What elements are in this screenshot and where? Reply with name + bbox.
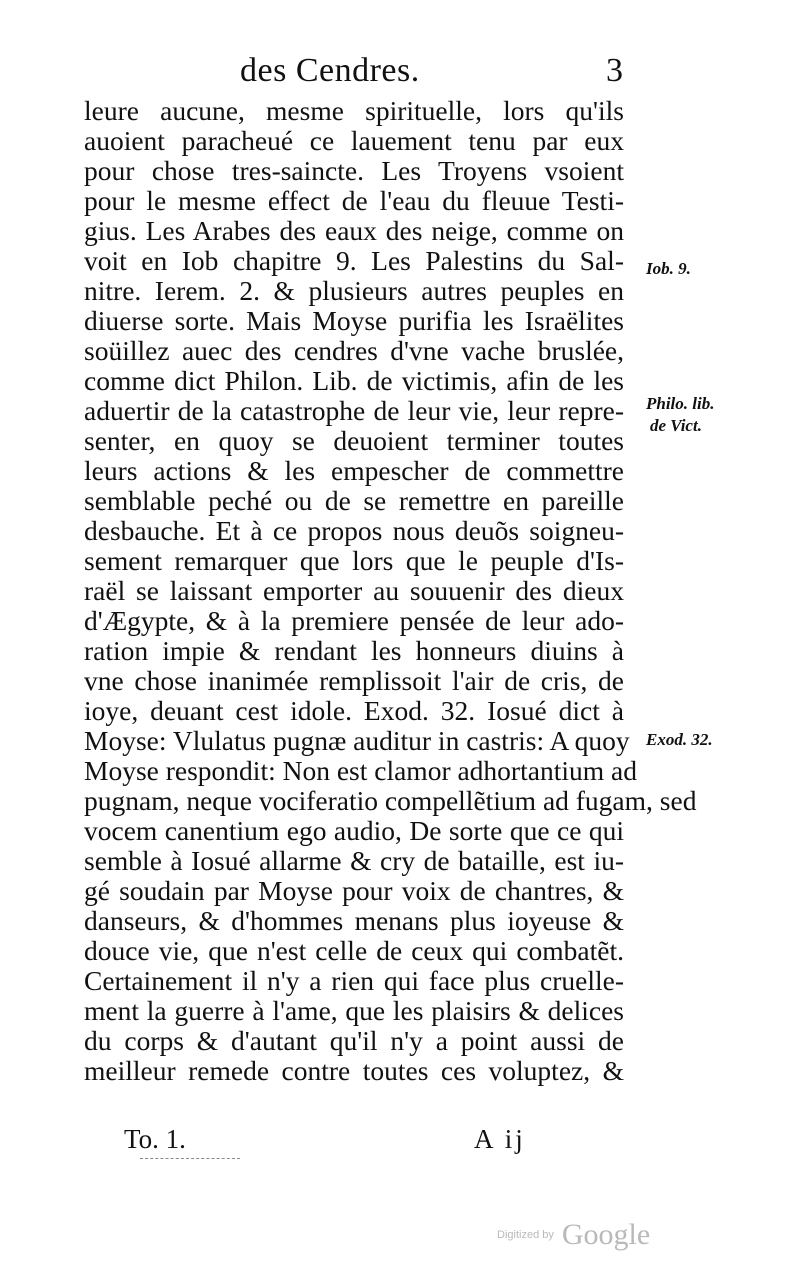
catchword: A ij: [474, 1124, 526, 1154]
text-line: sement remarquer que lors que le peuple d'Is-: [84, 545, 624, 576]
text-line: vocem canentium ego audio, De sorte que ce qui: [84, 815, 624, 846]
text-line: meilleur remede contre toutes ces voluptez, &: [84, 1055, 624, 1086]
text-line: Certainement il n'y a rien qui face plus cruelle-: [84, 965, 624, 996]
text-line: semble à Iosué allarme & cry de bataille, est iu-: [84, 845, 624, 876]
text-line: ioye, deuant cest idole. Exod. 32. Iosué dict à: [84, 695, 624, 726]
text-line: leure aucune, mesme spirituelle, lors qu'ils: [84, 95, 624, 126]
page-number: 3: [606, 52, 623, 89]
margin-note-philo-1: Philo. lib.: [646, 394, 715, 413]
text-line: semblable peché ou de se remettre en pareille: [84, 485, 624, 516]
watermark-prefix: Digitized by: [497, 1229, 554, 1241]
text-line: voit en Iob chapitre 9. Les Palestins du Sal-: [84, 245, 624, 276]
text-line: comme dict Philon. Lib. de victimis, afin de les: [84, 365, 624, 396]
text-line: gé soudain par Moyse pour voix de chantres, &: [84, 875, 624, 906]
text-line: vne chose inanimée remplissoit l'air de cris, de: [84, 665, 624, 696]
text-line: douce vie, que n'est celle de ceux qui combatẽt.: [84, 935, 624, 966]
margin-note-exod: Exod. 32.: [646, 730, 713, 749]
text-line: raël se laissant emporter au souuenir des dieux: [84, 575, 624, 606]
google-logo: Google: [561, 1218, 651, 1251]
text-line: ment la guerre à l'ame, que les plaisirs & delices: [84, 995, 624, 1026]
text-line: pugnam, neque vociferatio compellẽtium ad fugam, sed: [84, 785, 697, 816]
text-line: du corps & d'autant qu'il n'y a point aussi de: [84, 1025, 624, 1056]
text-line: auoient paracheué ce lauement tenu par eux: [84, 125, 624, 156]
running-title: des Cendres.: [240, 52, 420, 89]
text-line: pour chose tres-saincte. Les Troyens vsoient: [84, 155, 624, 186]
text-line: pour le mesme effect de l'eau du fleuue Testi-: [84, 185, 624, 216]
text-line: ration impie & rendant les honneurs diuins à: [84, 635, 624, 666]
signature-mark: To. 1.: [124, 1124, 186, 1154]
text-line: d'Ægypte, & à la premiere pensée de leur ado-: [84, 605, 624, 636]
text-line: diuerse sorte. Mais Moyse purifia les Israëlites: [84, 305, 624, 336]
text-line: desbauche. Et à ce propos nous deuõs soigneu-: [84, 515, 624, 546]
text-line: Moyse: Vlulatus pugnæ auditur in castris: A quoy: [84, 725, 630, 756]
text-line: aduertir de la catastrophe de leur vie, leur repre-: [84, 395, 624, 426]
margin-note-philo-2: de Vict.: [650, 416, 702, 435]
text-line: leurs actions & les empescher de commettre: [84, 455, 624, 486]
text-line: gius. Les Arabes des eaux des neige, comme on: [84, 215, 624, 246]
text-line: senter, en quoy se deuoient terminer toutes: [84, 425, 624, 456]
text-line: soüillez auec des cendres d'vne vache bruslée,: [84, 335, 624, 366]
text-line: nitre. Ierem. 2. & plusieurs autres peuples en: [84, 275, 624, 306]
margin-note-iob: Iob. 9.: [646, 259, 691, 278]
text-line: danseurs, & d'hommes menans plus ioyeuse &: [84, 905, 624, 936]
footer-rule: [140, 1158, 240, 1159]
digitization-watermark: [497, 1218, 650, 1252]
text-line: Moyse respondit: Non est clamor adhortantium ad: [84, 755, 637, 786]
